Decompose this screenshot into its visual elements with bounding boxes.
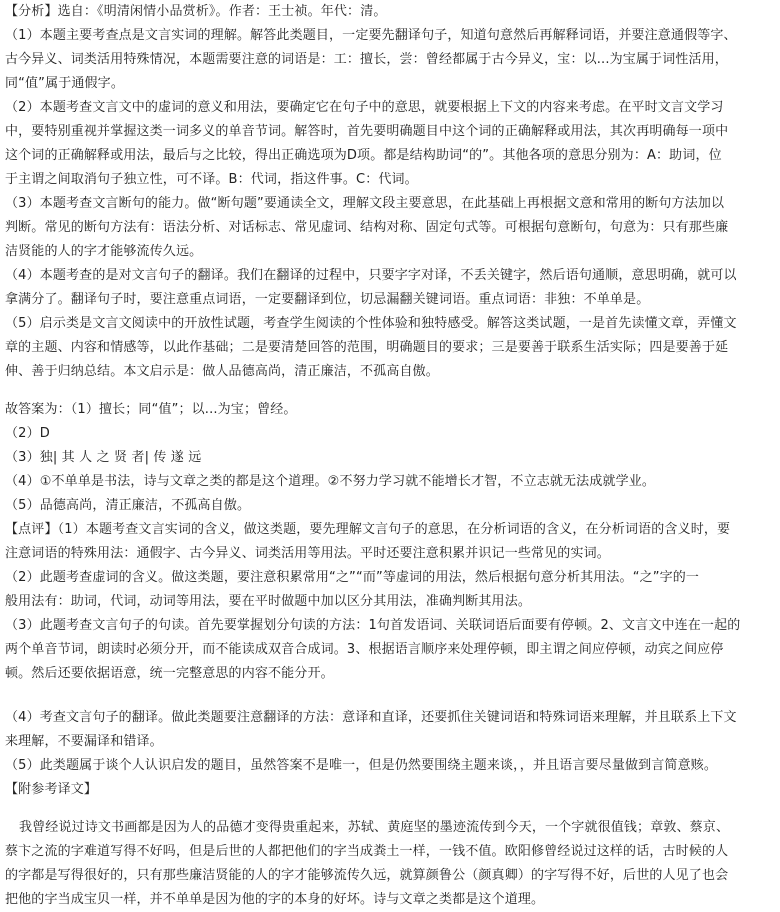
analysis-line: 【分析】选自：《明清闲情小品赏析》。作者：王士祯。年代：清。 [5,4,387,19]
comment-line: （5）此类题属于谈个人认识启发的题目，虽然答案不是唯一，但是仍然要围绕主题来谈，，并且语言要尽量做到言简意赅。 [5,758,718,773]
comment-line: 来理解，不要漏译和错译。 [5,734,163,749]
comment-line: 般用法有：助词，代词，动词等用法，要在平时做题中加以区分其用法，准确判断其用法。 [5,594,532,609]
analysis-line: （4）本题考查的是对文言句子的翻译。我们在翻译的过程中，只要字字对译，不丢关键字，然后语句通顺，意思明确，就可以 [5,268,737,283]
comment-line: 【点评】（1）本题考查文言实词的含义，做这类题，要先理解文言句子的意思，在分析词语的含义，在分析词语的含义时，要 [5,522,731,537]
analysis-line: 于主谓之间取消句子独立性，可不译。B：代词，指这件事。C：代词。 [5,172,418,187]
analysis-line: （5）启示类是文言文阅读中的开放性试题，考查学生阅读的个性体验和独特感受。解答这类试题，一是首先读懂文章，弄懂文 [5,316,737,331]
analysis-line: 章的主题、内容和情感等，以此作基础；二是要清楚回答的范围，明确题目的要求；三是要善于联系生活实际；四是要善于延 [5,340,729,355]
answers-section [5,398,775,518]
answer-line: （2）D [5,426,50,441]
comment-line: 注意词语的特殊用法：通假字、古今异义、词类活用等用法。平时还要注意积累并识记一些常见的实词。 [5,546,610,561]
analysis-line: （1）本题主要考查点是文言实词的理解。解答此类题目，一定要先翻译句子，知道句意然后再解释词语，并要注意通假等字、 [5,28,737,43]
analysis-line: 古今异义、词类活用特殊情况，本题需要注意的词语是：工：擅长，尝：曾经都属于古今异义，宝：以...为宝属于词性活用， [5,52,728,67]
comment-line: （4）考查文言句子的翻译。做此类题要注意翻译的方法：意译和直译，还要抓住关键词语和特殊词语来理解，并且联系上下文 [5,710,737,725]
comment-line: 两个单音节词，朗读时必须分开，而不能读成双音合成词。3、根据语言顺序来处理停顿，即主谓之间应停顿，动宾之间应停 [5,642,724,657]
translation-heading: 【附参考译文】 [5,782,98,797]
comments-section [5,518,775,686]
comment-line: 顿。然后还要依据语意，统一完整意思的内容不能分开。 [5,666,334,681]
analysis-line: （2）本题考查文言文中的虚词的意义和用法，要确定它在句子中的意思，就要根据上下文的内容来考虑。在平时文言文学习 [5,100,724,115]
translation-line: 我曾经说过诗文书画都是因为人的品德才变得贵重起来，苏轼、黄庭坚的墨迹流传到今天，一个字就很值钱；章敦、蔡京、 [19,820,730,835]
analysis-line: 中，要特别重视并掌握这类一词多义的单音节词。解答时，首先要明确题目中这个词的正确解释或用法，其次再明确每一项中 [5,124,729,139]
analysis-line: 伸、善于归纳总结。本文启示是：做人品德高尚，清正廉洁，不孤高自傲。 [5,364,439,379]
translation-line: 蔡卞之流的字难道写得不好吗，但是后世的人都把他们的字当成粪土一样，一钱不值。欧阳修曾经说过这样的话，古时候的人 [5,844,729,859]
analysis-section [5,0,775,384]
answer-line: （4）①不单单是书法，诗与文章之类的都是这个道理。②不努力学习就不能增长才智，不立志就无法成就学业。 [5,474,656,489]
analysis-line: （3）本题考查文言断句的能力。做“断句题”要通读全文，理解文段主要意思，在此基础上再根据文意和常用的断句方法加以 [5,196,725,211]
translation-section [5,816,775,912]
answer-line: （5）品德高尚，清正廉洁，不孤高自傲。 [5,498,251,513]
translation-line: 的字都是写得很好的，只有那些廉洁贤能的人的字才能够流传久远，就算颜鲁公（颜真卿）的字写得不好，后世的人见了也会 [5,868,729,883]
comments-section-continued [5,706,775,802]
answer-line: （3）独| 其 人 之 贤 者| 传 遂 远 [5,450,202,465]
translation-line: 把他的字当成宝贝一样，并不单单是因为他的字的本身的好坏。诗与文章之类都是这个道理。 [5,892,545,907]
analysis-line: 这个词的正确解释或用法，最后与之比较，得出正确选项为D项。都是结构助词“的”。其他各项的意思分别为：A：助词，位 [5,148,722,163]
comment-line: （3）此题考查文言句子的句读。首先要掌握划分句读的方法：1句首发语词、关联词语后面要有停顿。2、文言文中连在一起的 [5,618,741,633]
analysis-line: 拿满分了。翻译句子时，要注意重点词语，一定要翻译到位，切忌漏翻关键词语。重点词语：非独：不单单是。 [5,292,650,307]
analysis-line: 同“值”属于通假字。 [5,76,124,91]
analysis-line: 判断。常见的断句方法有：语法分析、对话标志、常见虚词、结构对称、固定句式等。可根据句意断句，句意为：只有那些廉 [5,220,729,235]
answer-line: 故答案为：（1）擅长；同“值”；以...为宝；曾经。 [5,402,297,417]
analysis-line: 洁贤能的人的字才能够流传久远。 [5,244,203,259]
comment-line: （2）此题考查虚词的含义。做这类题，要注意积累常用“之”“而”等虚词的用法，然后根据句意分析其用法。“之”字的一 [5,570,700,585]
